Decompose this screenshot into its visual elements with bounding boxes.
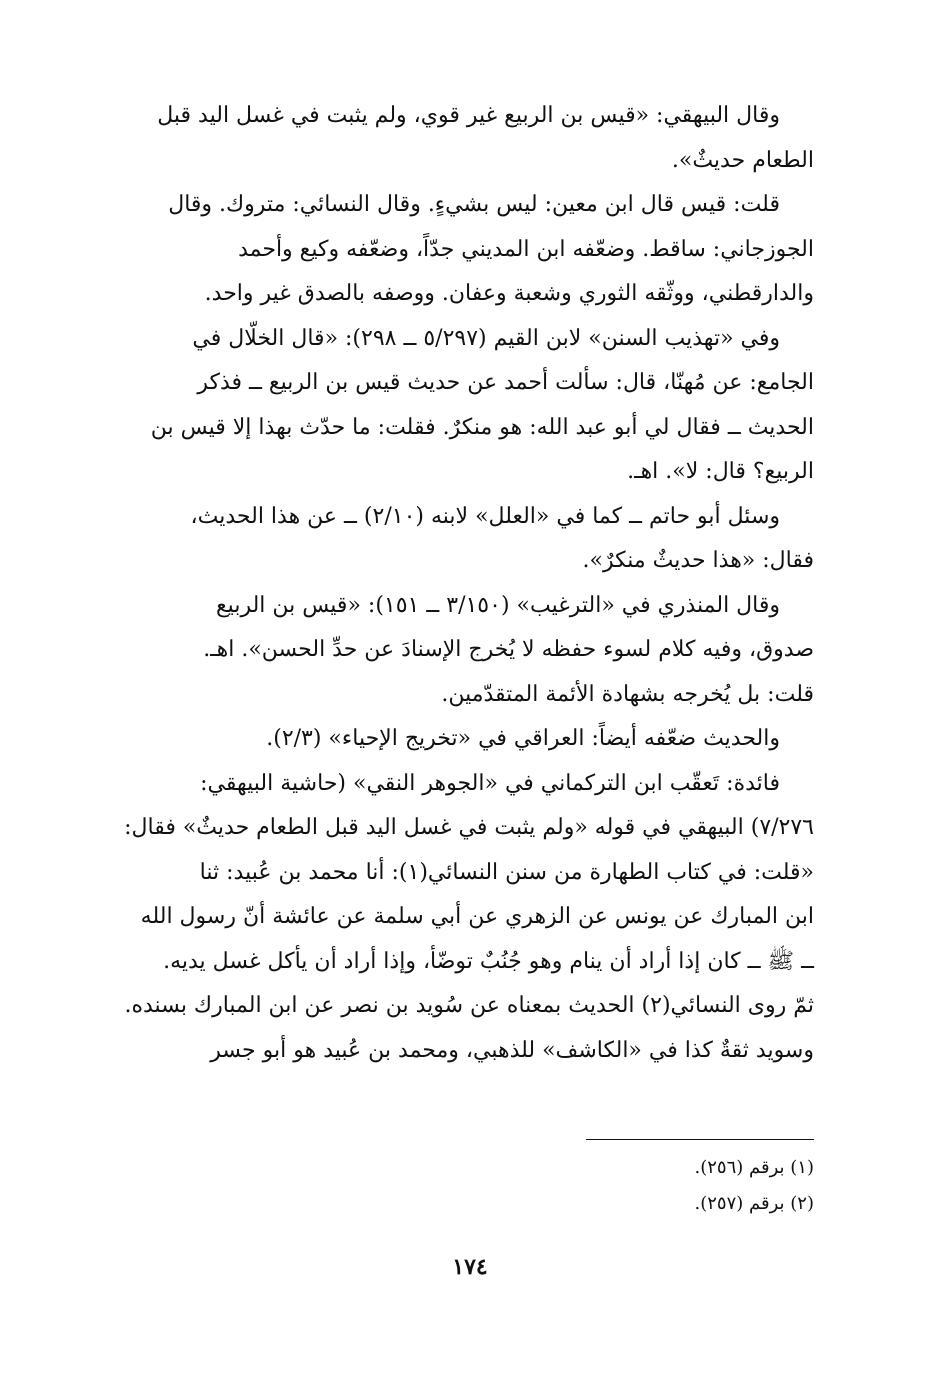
text-line: وسويد ثقةٌ كذا في «الكاشف» للذهبي، ومحمد بن عُبيد هو أبو جسر xyxy=(210,1037,814,1063)
page-number: ١٧٤ xyxy=(452,1254,488,1280)
text-line: الحديث ــ فقال لي أبو عبد الله: هو منكرٌ. فقلت: ما حدّث بهذا إلا قيس بن xyxy=(150,414,814,440)
text-line: الجامع: عن مُهنّا، قال: سألت أحمد عن حديث قيس بن الربيع ــ فذكر xyxy=(197,370,814,395)
text-line: قلت: بل يُخرجه بشهادة الأئمة المتقدّمين. xyxy=(441,681,814,707)
text-line: وقال البيهقي: «قيس بن الربيع غير قوي، ولم يثبت في غسل اليد قبل xyxy=(157,103,780,128)
text-line: الربيع؟ قال: لا». اهـ. xyxy=(627,459,814,484)
text-line: والدارقطني، ووثّقه الثوري وشعبة وعفان. ووصفه بالصدق غير واحد. xyxy=(204,281,814,306)
footnote: (١) برقم (٢٥٦). xyxy=(694,1157,814,1178)
text-line: فقال: «هذا حديثٌ منكرٌ». xyxy=(582,548,814,573)
text-line: ثمّ روى النسائي(٢) الحديث بمعناه عن سُويد بن نصر عن ابن المبارك بسنده. xyxy=(124,993,814,1018)
text-line: الجوزجاني: ساقط. وضعّفه ابن المديني جدّاً، وضعّفه وكيع وأحمد xyxy=(238,236,814,262)
text-line: «قلت: في كتاب الطهارة من سنن النسائي(١): أنا محمد بن عُبيد: ثنا xyxy=(199,859,814,885)
text-line: صدوق، وفيه كلام لسوء حفظه لا يُخرج الإسنادَ عن حدِّ الحسن». اهـ. xyxy=(203,637,814,662)
text-line: وفي «تهذيب السنن» لابن القيم (٥/٢٩٧ ــ ٢٩٨): «قال الخلّال في xyxy=(192,325,780,351)
footnote-divider xyxy=(586,1139,814,1140)
text-line: فائدة: تَعقّب ابن التركماني في «الجوهر النقي» (حاشية البيهقي: xyxy=(200,770,780,796)
text-line: الطعام حديثٌ». xyxy=(671,147,814,173)
footnotes xyxy=(108,1150,814,1222)
text-line: ــ ﷺ ــ كان إذا أراد أن ينام وهو جُنُبٌ توضّأ، وإذا أراد أن يأكل غسل يديه. xyxy=(163,948,814,974)
footnote: (٢) برقم (٢٥٧). xyxy=(694,1193,814,1214)
main-text xyxy=(108,94,814,1073)
text-line: ٧/٢٧٦) البيهقي في قوله «ولم يثبت في غسل اليد قبل الطعام حديثٌ» فقال: xyxy=(124,815,814,840)
text-line: قلت: قيس قال ابن معين: ليس بشيءٍ. وقال النسائي: متروك. وقال xyxy=(168,192,780,217)
text-line: والحديث ضعّفه أيضاً: العراقي في «تخريج الإحياء» (٢/٣). xyxy=(266,726,780,751)
text-line: وقال المنذري في «الترغيب» (٣/١٥٠ ــ ١٥١): «قيس بن الربيع xyxy=(215,592,780,618)
text-line: ابن المبارك عن يونس عن الزهري عن أبي سلمة عن عائشة أنّ رسول الله xyxy=(140,904,814,929)
text-line: وسئل أبو حاتم ــ كما في «العلل» لابنه (٢/١٠) ــ عن هذا الحديث، xyxy=(190,503,780,529)
